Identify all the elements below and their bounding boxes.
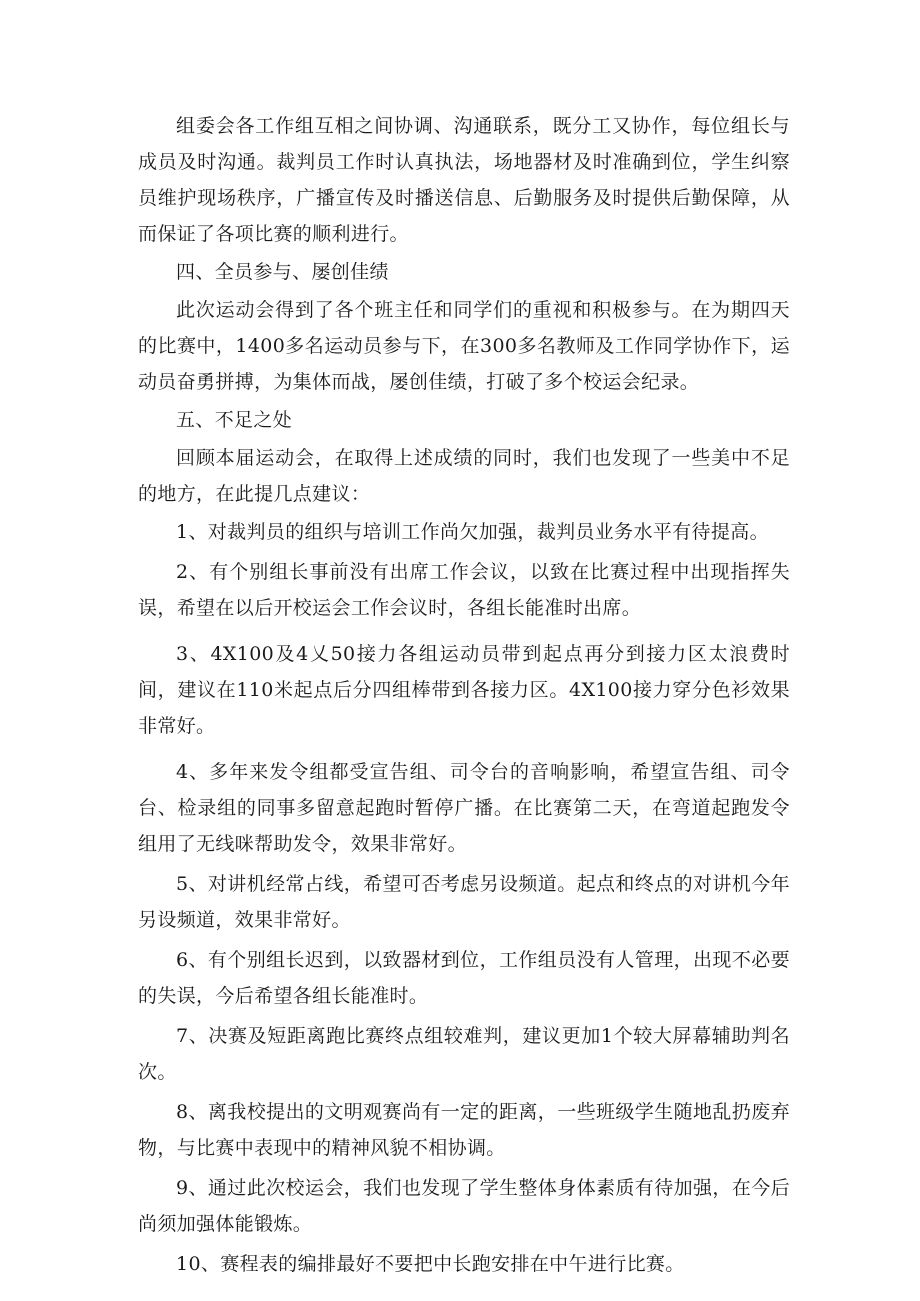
suggestion-item-7: 7、决赛及短距离跑比赛终点组较难判，建议更加1个较大屏幕辅助判名次。 bbox=[138, 1025, 790, 1083]
document-body bbox=[138, 108, 790, 1282]
section-heading-five: 五、不足之处 bbox=[176, 409, 293, 431]
suggestion-item-2: 2、有个别组长事前没有出席工作会议，以致在比赛过程中出现指挥失误，希望在以后开校运会工作会议时，各组长能准时出席。 bbox=[138, 561, 790, 619]
paragraph-participation: 此次运动会得到了各个班主任和同学们的重视和积极参与。在为期四天的比赛中，1400多名运动员参与下，在300多名教师及工作同学协作下，运动员奋勇拼搏，为集体而战，屡创佳绩，打破了多个校运会纪录。 bbox=[138, 299, 790, 393]
suggestion-item-10: 10、赛程表的编排最好不要把中长跑安排在中午进行比赛。 bbox=[176, 1253, 685, 1275]
paragraph-coordination: 组委会各工作组互相之间协调、沟通联系，既分工又协作，每位组长与成员及时沟通。裁判员工作时认真执法，场地器材及时准确到位，学生纠察员维护现场秩序，广播宣传及时播送信息、后勤服务及时提供后勤保障，从而保证了各项比赛的顺利进行。 bbox=[138, 115, 790, 245]
suggestion-item-1: 1、对裁判员的组织与培训工作尚欠加强，裁判员业务水平有待提高。 bbox=[176, 521, 769, 543]
suggestion-item-4: 4、多年来发令组都受宣告组、司令台的音响影响，希望宣告组、司令台、检录组的同事多留意起跑时暂停广播。在比赛第二天，在弯道起跑发令组用了无线咪帮助发令，效果非常好。 bbox=[138, 761, 790, 855]
suggestion-item-3: 3、4X100及4乂50接力各组运动员带到起点再分到接力区太浪费时间，建议在110米起点后分四组棒带到各接力区。4X100接力穿分色衫效果非常好。 bbox=[138, 643, 790, 737]
suggestion-item-6: 6、有个别组长迟到，以致器材到位，工作组员没有人管理，出现不必要的失误，今后希望各组长能准时。 bbox=[138, 949, 790, 1007]
paragraph-review: 回顾本届运动会，在取得上述成绩的同时，我们也发现了一些美中不足的地方，在此提几点建议： bbox=[138, 447, 790, 505]
suggestion-item-9: 9、通过此次校运会，我们也发现了学生整体身体素质有待加强，在今后尚须加强体能锻炼。 bbox=[138, 1177, 790, 1235]
suggestion-item-8: 8、离我校提出的文明观赛尚有一定的距离，一些班级学生随地乱扔废弃物，与比赛中表现中的精神风貌不相协调。 bbox=[138, 1101, 790, 1159]
section-heading-four: 四、全员参与、屡创佳绩 bbox=[176, 261, 389, 283]
suggestion-item-5: 5、对讲机经常占线，希望可否考虑另设频道。起点和终点的对讲机今年另设频道，效果非常好。 bbox=[138, 873, 790, 931]
